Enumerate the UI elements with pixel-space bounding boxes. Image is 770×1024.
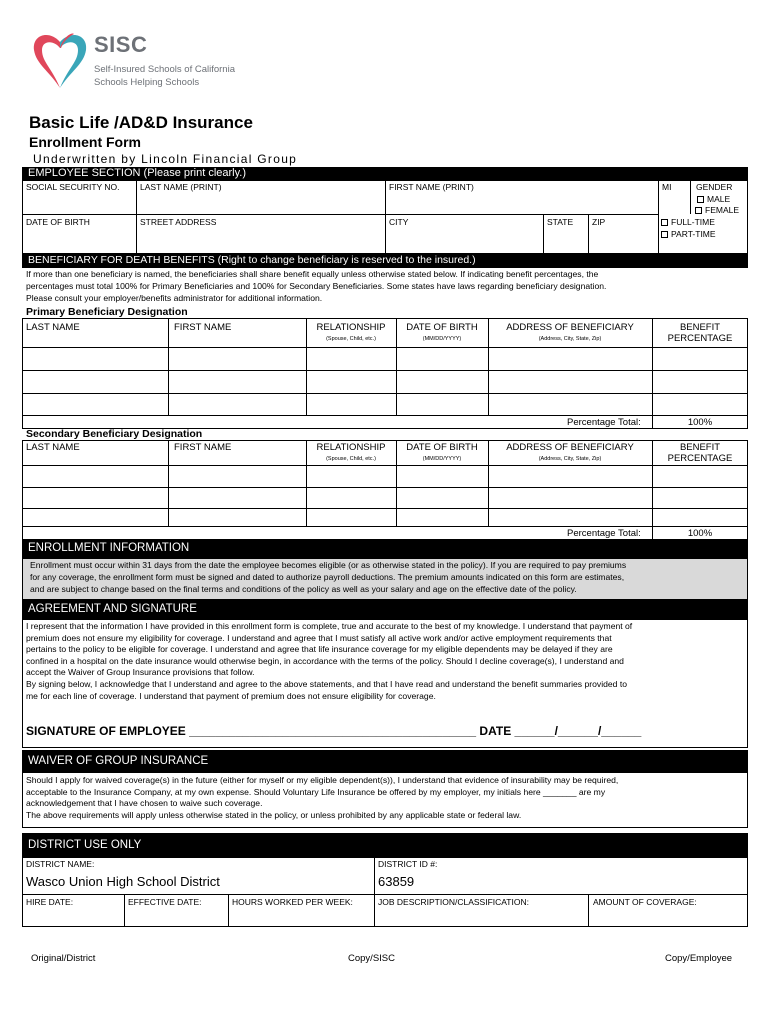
checkbox-icon[interactable] bbox=[661, 219, 668, 226]
mi-field[interactable]: MI bbox=[662, 182, 672, 192]
secondary-col-dob-hint: (MM/DD/YYYY) bbox=[422, 456, 462, 462]
part-time-option[interactable]: PART-TIME bbox=[661, 229, 716, 239]
district-bar: DISTRICT USE ONLY bbox=[22, 833, 748, 857]
beneficiary-text-2: percentages must total 100% for Primary Beneficiaries and 100% for Secondary Beneficiaries. Some states have laws regarding beneficiary designation. bbox=[26, 281, 607, 291]
signature-line[interactable]: SIGNATURE OF EMPLOYEE ___________________________________________ DATE ______/______/______ bbox=[26, 724, 642, 738]
primary-percentage-total-value: 100% bbox=[687, 417, 713, 428]
primary-col-dob: DATE OF BIRTH bbox=[406, 322, 478, 333]
city-field[interactable]: CITY bbox=[389, 217, 409, 227]
underwriter: Underwritten by Lincoln Financial Group bbox=[33, 152, 298, 166]
secondary-col-address: ADDRESS OF BENEFICIARY bbox=[506, 442, 634, 453]
state-field[interactable]: STATE bbox=[547, 217, 574, 227]
secondary-beneficiary-title: Secondary Beneficiary Designation bbox=[26, 428, 203, 440]
secondary-percentage-total-label: Percentage Total: bbox=[567, 528, 641, 539]
sisc-logo-icon bbox=[30, 28, 90, 90]
primary-beneficiary-title: Primary Beneficiary Designation bbox=[26, 306, 188, 318]
gender-female-option[interactable]: FEMALE bbox=[695, 205, 739, 215]
agreement-bar: AGREEMENT AND SIGNATURE bbox=[22, 600, 748, 619]
gender-male-option[interactable]: MALE bbox=[697, 194, 730, 204]
enrollment-bar: ENROLLMENT INFORMATION bbox=[22, 539, 748, 558]
zip-field[interactable]: ZIP bbox=[592, 217, 606, 227]
gender-label: GENDER bbox=[696, 182, 733, 192]
secondary-col-relationship: RELATIONSHIP bbox=[316, 442, 386, 453]
coverage-amount-field[interactable]: AMOUNT OF COVERAGE: bbox=[593, 897, 697, 907]
hours-worked-field[interactable]: HOURS WORKED PER WEEK: bbox=[232, 897, 353, 907]
ssn-field[interactable]: SOCIAL SECURITY NO. bbox=[26, 182, 120, 192]
employee-section-bar: EMPLOYEE SECTION (Please print clearly.) bbox=[22, 167, 748, 180]
secondary-beneficiary-table bbox=[22, 440, 748, 540]
district-name-label: DISTRICT NAME: bbox=[26, 859, 95, 869]
logo-line2: Schools Helping Schools bbox=[94, 77, 200, 88]
effective-date-field[interactable]: EFFECTIVE DATE: bbox=[128, 897, 202, 907]
primary-col-benefit: BENEFIT PERCENTAGE bbox=[667, 322, 733, 344]
secondary-col-last-name: LAST NAME bbox=[26, 442, 80, 453]
checkbox-icon[interactable] bbox=[661, 231, 668, 238]
primary-col-relationship: RELATIONSHIP bbox=[316, 322, 386, 333]
footer-copy-employee: Copy/Employee bbox=[665, 953, 733, 964]
district-id-label: DISTRICT ID #: bbox=[378, 859, 438, 869]
logo-line1: Self-Insured Schools of California bbox=[94, 64, 235, 75]
job-description-field[interactable]: JOB DESCRIPTION/CLASSIFICATION: bbox=[378, 897, 529, 907]
first-name-field[interactable]: FIRST NAME (PRINT) bbox=[389, 182, 474, 192]
street-field[interactable]: STREET ADDRESS bbox=[140, 217, 217, 227]
full-time-option[interactable]: FULL-TIME bbox=[661, 217, 715, 227]
district-name-value[interactable]: Wasco Union High School District bbox=[26, 874, 220, 889]
hire-date-field[interactable]: HIRE DATE: bbox=[26, 897, 74, 907]
primary-col-relationship-hint: (Spouse, Child, etc.) bbox=[326, 336, 376, 342]
waiver-text: Should I apply for waived coverage(s) in the future (either for myself or my eligible dependent(s)), I understand that evidence of insurability may be required, acceptable to the Insurance Company, at my own expense. Should Voluntary Life Insurance be offered by my employer, my initials here _______ are my acknowledgement that I have chosen to waive such coverage. The above requirements will apply unless otherwise stated in the policy, or unless prohibited by any applicable state or federal law. bbox=[26, 775, 619, 820]
primary-col-address: ADDRESS OF BENEFICIARY bbox=[506, 322, 634, 333]
primary-col-last-name: LAST NAME bbox=[26, 322, 80, 333]
enrollment-text-1: Enrollment must occur within 31 days from the date the employee becomes eligible (or as otherwise stated in the policy). If you are required to pay premiums bbox=[30, 560, 627, 570]
footer-copy-sisc: Copy/SISC bbox=[348, 953, 395, 964]
secondary-col-first-name: FIRST NAME bbox=[174, 442, 232, 453]
secondary-col-address-hint: (Address, City, State, Zip) bbox=[538, 456, 602, 462]
secondary-col-dob: DATE OF BIRTH bbox=[406, 442, 478, 453]
enrollment-text-3: and are subject to change based on the final terms and conditions of the policy as well as your salary and age on the effective date of the policy. bbox=[30, 584, 577, 594]
last-name-field[interactable]: LAST NAME (PRINT) bbox=[140, 182, 222, 192]
primary-col-first-name: FIRST NAME bbox=[174, 322, 232, 333]
beneficiary-bar: BENEFICIARY FOR DEATH BENEFITS (Right to change beneficiary is reserved to the insured.) bbox=[22, 253, 748, 268]
checkbox-icon[interactable] bbox=[697, 196, 704, 203]
secondary-col-benefit: BENEFIT PERCENTAGE bbox=[667, 442, 733, 464]
agreement-text: I represent that the information I have provided in this enrollment form is complete, true and accurate to the best of my knowledge. I understand that payment of premium does not ensure my eligibility for coverage. I understand and agree that I must satisfy all active work and/or active employment requirements that pertains to the policy to be eligible for coverage. I understand and agree that life insurance coverage for my eligible dependents may be delayed if they are confined in a hospital on the date insurance would otherwise begin, in accordance with the terms of the policy. Should I decline coverage(s), I understand and accept the Waiver of Group Insurance provisions that follow. By signing below, I acknowledge that I understand and agree to the above statements, and that I have read and understand the benefit summaries provided to me for each line of coverage. I understand that payment of premium does not ensure eligibility for coverage. bbox=[26, 621, 633, 701]
beneficiary-text-3: Please consult your employer/benefits administrator for additional information. bbox=[26, 293, 323, 303]
district-id-value[interactable]: 63859 bbox=[378, 874, 415, 889]
primary-beneficiary-table bbox=[22, 318, 748, 429]
form-subtitle: Enrollment Form bbox=[29, 134, 142, 150]
footer-original: Original/District bbox=[31, 953, 96, 964]
primary-col-address-hint: (Address, City, State, Zip) bbox=[538, 336, 602, 342]
secondary-percentage-total-value: 100% bbox=[687, 528, 713, 539]
checkbox-icon[interactable] bbox=[695, 207, 702, 214]
beneficiary-text-1: If more than one beneficiary is named, the beneficiaries shall share benefit equally unless otherwise stated below. If indicating benefit percentages, the bbox=[26, 269, 599, 279]
primary-percentage-total-label: Percentage Total: bbox=[567, 417, 641, 428]
waiver-bar: WAIVER OF GROUP INSURANCE bbox=[22, 750, 748, 772]
logo bbox=[30, 28, 250, 94]
enrollment-text-2: for any coverage, the enrollment form must be signed and dated to authorize payroll deductions. The premium amounts indicated on this form are estimates, bbox=[30, 572, 625, 582]
primary-col-dob-hint: (MM/DD/YYYY) bbox=[422, 336, 462, 342]
dob-field[interactable]: DATE OF BIRTH bbox=[26, 217, 90, 227]
logo-name: SISC bbox=[94, 32, 148, 57]
secondary-col-relationship-hint: (Spouse, Child, etc.) bbox=[326, 456, 376, 462]
form-title: Basic Life /AD&D Insurance bbox=[29, 113, 253, 132]
